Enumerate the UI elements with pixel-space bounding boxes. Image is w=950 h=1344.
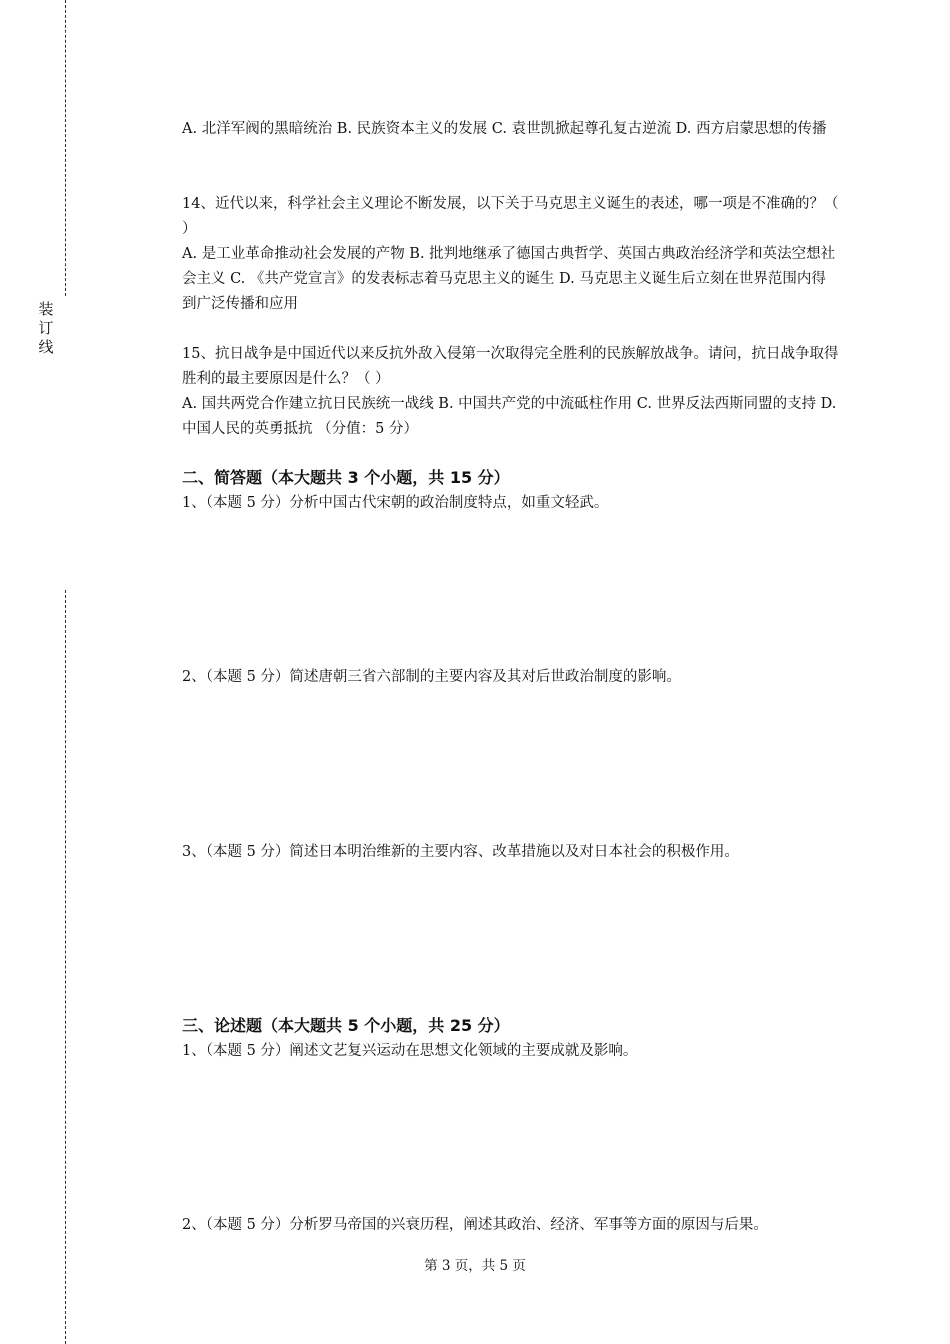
binding-char: 装 — [38, 300, 54, 318]
question-13-options-block — [182, 117, 840, 142]
binding-char: 订 — [38, 319, 54, 337]
section-2-question-3: 3、（本题 5 分）简述日本明治维新的主要内容、改革措施以及对日本社会的积极作用。 — [182, 844, 739, 860]
section-3-question-1: 1、（本题 5 分）阐述文艺复兴运动在思想文化领域的主要成就及影响。 — [182, 1043, 638, 1059]
section-2-question-1: 1、（本题 5 分）分析中国古代宋朝的政治制度特点，如重文轻武。 — [182, 495, 609, 511]
question-14-options: A. 是工业革命推动社会发展的产物 B. 批判地继承了德国古典哲学、英国古典政治经济学和英法空想社会主义 C. 《共产党宣言》的发表标志着马克思主义的诞生 D. 马克思主义诞生后立刻在世界范围内得到广泛传播和应用 — [182, 246, 836, 312]
page-footer: 第 3 页，共 5 页 — [424, 1258, 526, 1274]
binding-dashed-line-top — [65, 0, 66, 296]
question-15 — [182, 342, 840, 442]
question-14-stem: 14、近代以来，科学社会主义理论不断发展，以下关于马克思主义诞生的表述，哪一项是不准确的？（ ） — [182, 196, 839, 237]
section-3-question-2: 2、（本题 5 分）分析罗马帝国的兴衰历程，阐述其政治、经济、军事等方面的原因与后果。 — [182, 1217, 768, 1233]
binding-label — [36, 300, 56, 357]
section-3-title: 三、论述题（本大题共 5 个小题，共 25 分） — [182, 1016, 510, 1035]
binding-dashed-line-bottom — [65, 590, 66, 1344]
section-2-title: 二、简答题（本大题共 3 个小题，共 15 分） — [182, 468, 510, 487]
question-13-options: A. 北洋军阀的黑暗统治 B. 民族资本主义的发展 C. 袁世凯掀起尊孔复古逆流 D. 西方启蒙思想的传播 — [182, 121, 827, 137]
question-15-stem: 15、抗日战争是中国近代以来反抗外敌入侵第一次取得完全胜利的民族解放战争。请问，抗日战争取得胜利的最主要原因是什么？（ ） — [182, 346, 839, 387]
question-14 — [182, 192, 840, 317]
section-2-question-2: 2、（本题 5 分）简述唐朝三省六部制的主要内容及其对后世政治制度的影响。 — [182, 669, 681, 685]
binding-char: 线 — [38, 338, 54, 356]
question-15-options: A. 国共两党合作建立抗日民族统一战线 B. 中国共产党的中流砥柱作用 C. 世界反法西斯同盟的支持 D. 中国人民的英勇抵抗 （分值：5 分） — [182, 396, 837, 437]
